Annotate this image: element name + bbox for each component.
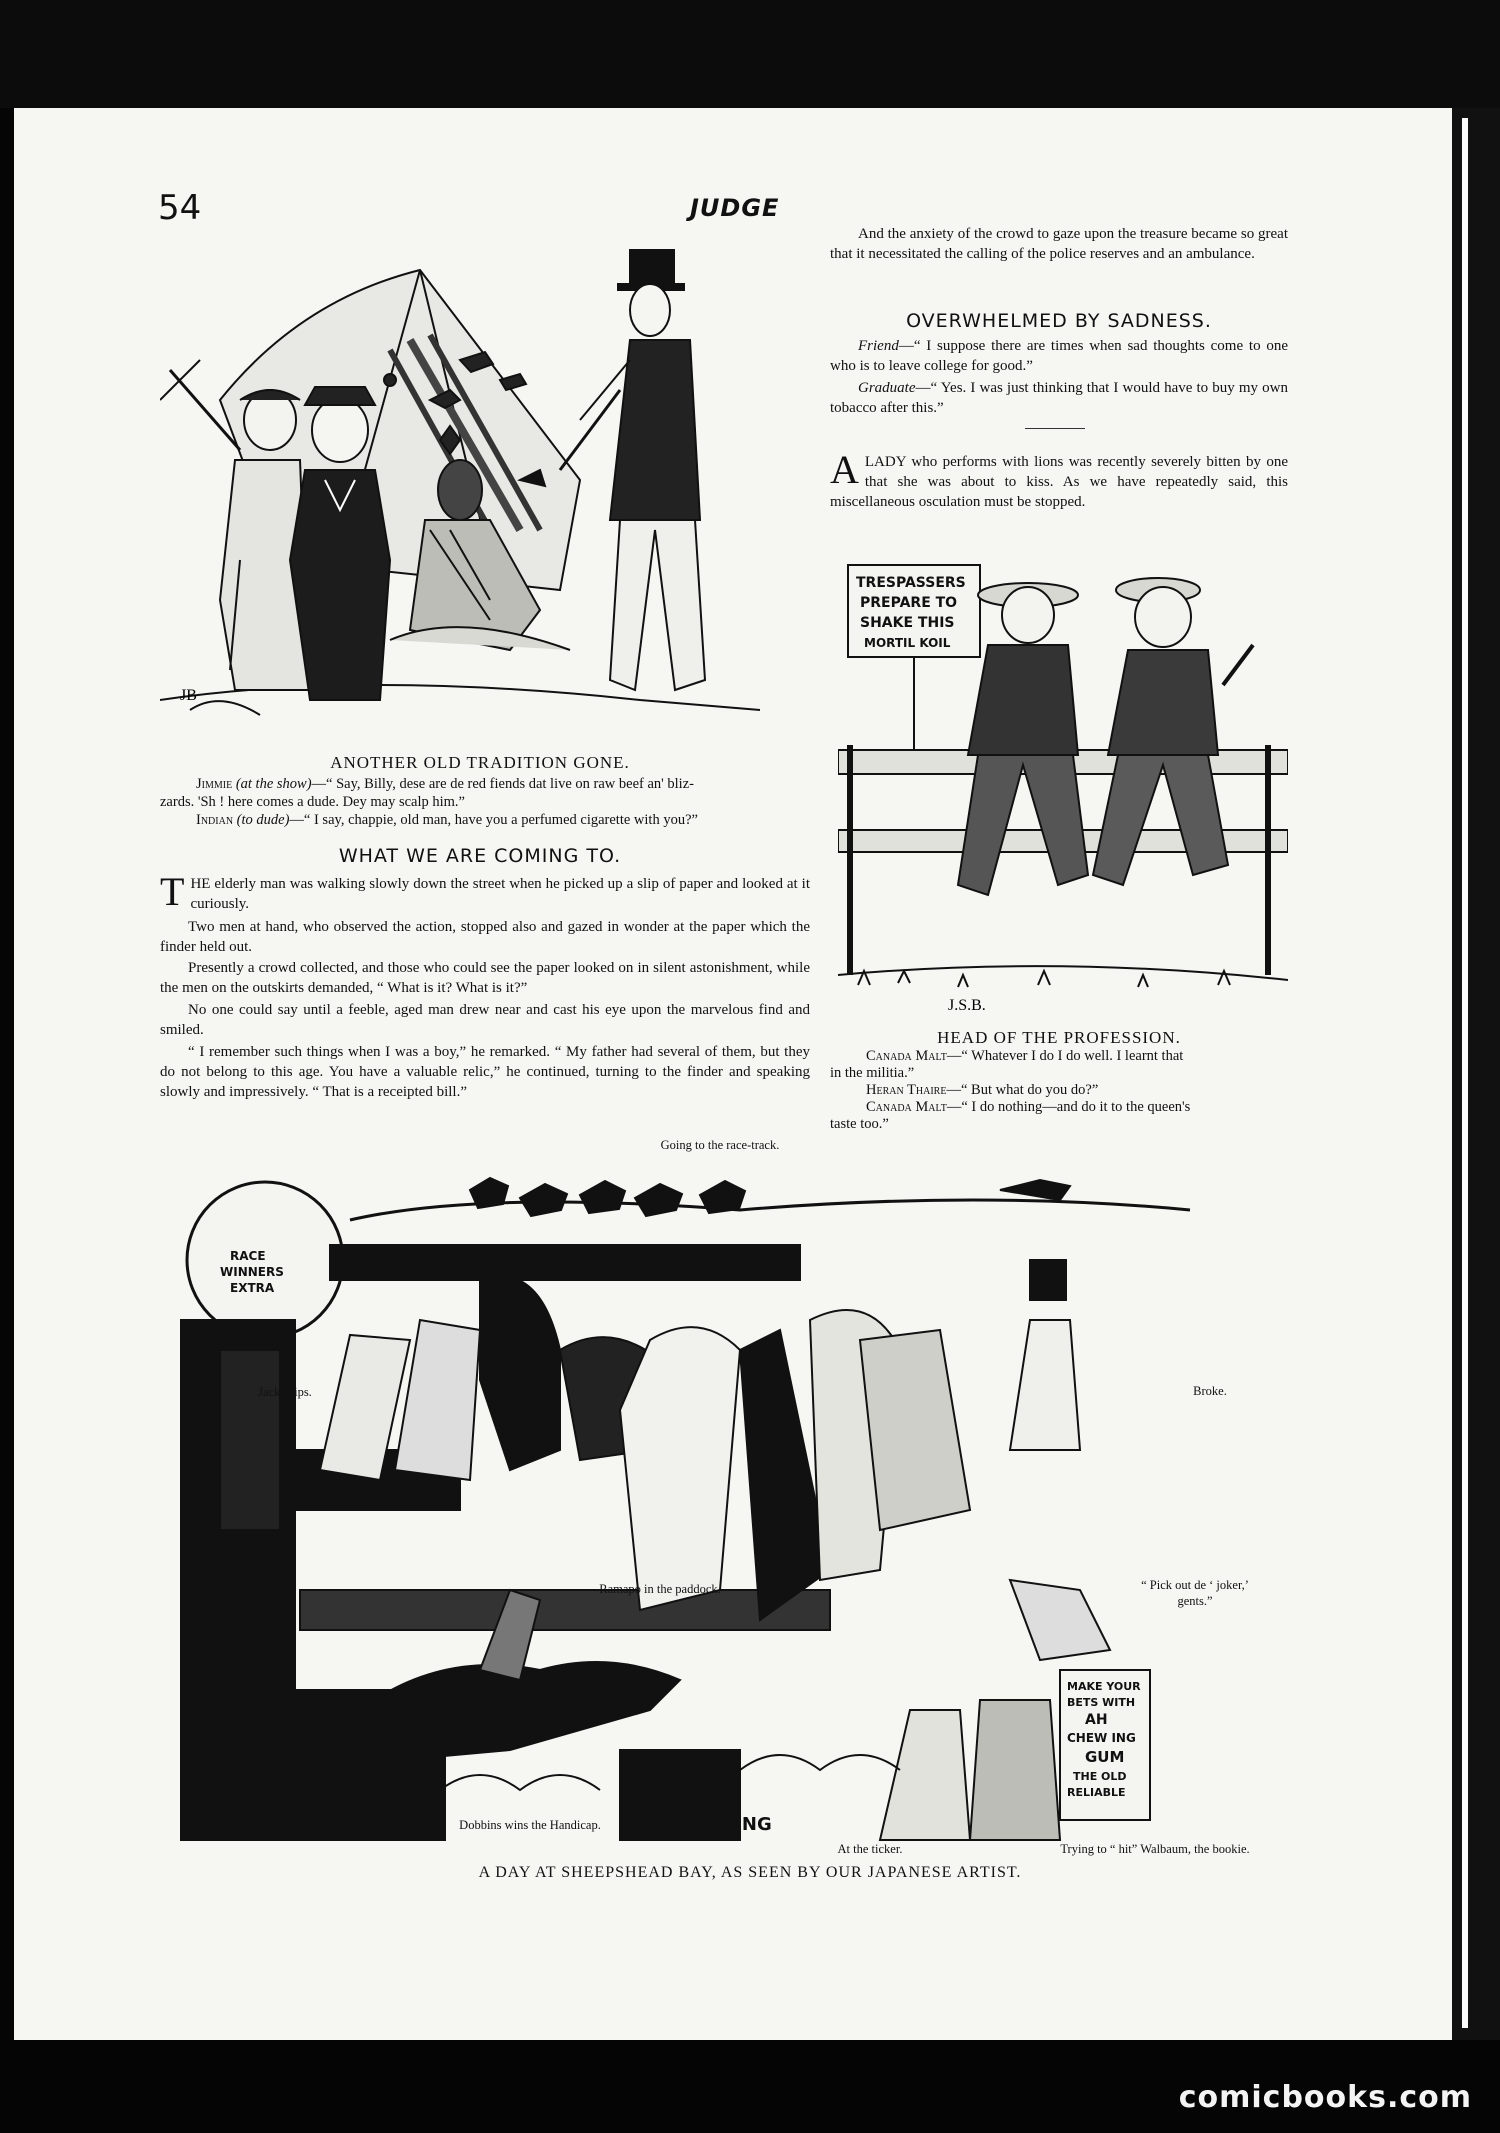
artist-signature: WON LUNG <box>660 1814 772 1835</box>
gum-sign-line-6: THE OLD <box>1073 1770 1127 1783</box>
tipi-cartoon-illustration <box>160 230 800 740</box>
illustration-title: A DAY AT SHEEPSHEAD BAY, AS SEEN BY OUR JAPANESE ARTIST. <box>478 1864 1022 1881</box>
speaker-indian: Indian <box>196 812 234 828</box>
speaker-graduate: Graduate <box>858 380 916 396</box>
race-sign-line-2: WINNERS <box>220 1265 284 1279</box>
gum-sign-line-7: RELIABLE <box>1067 1786 1126 1799</box>
gum-sign-line-1: MAKE YOUR <box>1067 1680 1141 1693</box>
next-page-edge <box>1462 118 1468 2028</box>
jimmie-speech: —“ Say, Billy, dese are de red fiends dat live on raw beef an' bliz- <box>311 776 694 792</box>
article-dialogue-2: Graduate—“ Yes. I was just thinking that I would have to buy my own tobacco after this.” <box>830 380 1288 416</box>
speech: “ But what do you do?” <box>960 1082 1099 1098</box>
drop-cap: T <box>160 869 185 914</box>
speaker-canada-malt: Canada Malt <box>866 1099 947 1115</box>
indian-speech: —“ I say, chappie, old man, have you a perfumed cigarette with you?” <box>289 812 698 828</box>
left-cartoon-line2 <box>196 811 806 829</box>
watermark: comicbooks.com <box>1178 2080 1472 2115</box>
left-cartoon-line1 <box>196 775 806 793</box>
sign-line-3: SHAKE THIS <box>860 615 955 631</box>
right-cartoon-line3: Canada Malt—“ I do nothing—and do it to the queen's <box>866 1099 1191 1115</box>
scan-spine <box>1452 108 1500 2040</box>
right-cartoon-line1: Canada Malt—“ Whatever I do I do well. I learnt that <box>866 1048 1184 1064</box>
race-sign-line-3: EXTRA <box>230 1281 275 1295</box>
scan-border-top <box>0 0 1500 108</box>
gum-sign-line-2: BETS WITH <box>1067 1696 1136 1709</box>
right-cartoon-title: HEAD OF THE PROFESSION. <box>937 1028 1181 1047</box>
magazine-title: JUDGE <box>690 194 780 222</box>
speaker-heran-thaire: Heran Thaire <box>866 1082 947 1098</box>
page-number: 54 <box>158 188 202 228</box>
section-divider <box>1025 428 1085 429</box>
right-cartoon-signature: J.S.B. <box>948 997 986 1014</box>
paragraph-text: LADY who performs with lions was recently severely bitten by one that she was about to kiss. As we have repeatedly said, this miscellaneous osculation must be stopped. <box>830 454 1288 510</box>
speech: “ I do nothing—and do it to the queen's <box>961 1099 1191 1115</box>
caption-race-track: Going to the race-track. <box>660 1138 780 1152</box>
sign-line-1: TRESPASSERS <box>856 575 966 591</box>
caption-handicap: Dobbins wins the Handicap. <box>459 1818 601 1832</box>
sheepshead-bay-illustration <box>180 1150 1310 1850</box>
speaker-friend: Friend <box>858 338 899 354</box>
article-paragraph-5: “ I remember such things when I was a boy,” he remarked. “ My father had several of them, but they do not belong to this age. You have a valuable relic,” he continued, turning to the finder and speaking slowly and impressively. “ That is a receipted bill.” <box>160 1044 810 1100</box>
right-cartoon-line2: Heran Thaire—“ But what do you do?” <box>866 1082 1099 1098</box>
article-paragraph-6: And the anxiety of the crowd to gaze upon the treasure became so great that it necessitated the calling of the police reserves and an ambulance. <box>830 226 1288 262</box>
paragraph-text: HE elderly man was walking slowly down the street when he picked up a slip of paper and looked at it curiously. <box>190 876 810 912</box>
right-cartoon-line1-cont: in the militia.” <box>830 1065 915 1081</box>
trespassers-cartoon-illustration <box>838 555 1288 1025</box>
speaker-canada-malt: Canada Malt <box>866 1048 947 1064</box>
article-paragraph-3: Presently a crowd collected, and those who could see the paper looked on in silent astonishment, while the men on the outskirts demanded, “ What is it? What is it?” <box>160 960 810 996</box>
article-paragraph-2: Two men at hand, who observed the action, stopped also and gazed in wonder at the paper which the finder held out. <box>160 919 810 955</box>
gum-sign-line-5: GUM <box>1085 1748 1125 1766</box>
article-heading: WHAT WE ARE COMING TO. <box>338 845 622 867</box>
caption-jacks-tips: Jack's tips. <box>258 1385 312 1399</box>
sign-line-4: MORTIL KOIL <box>864 636 951 650</box>
friend-speech: “ I suppose there are times when sad thoughts come to one who is to leave college for good.” <box>830 338 1288 374</box>
gum-sign-line-3: AH <box>1085 1712 1108 1728</box>
article-heading: OVERWHELMED BY SADNESS. <box>906 310 1212 332</box>
stage-direction: (to dude) <box>236 812 290 828</box>
caption-joker: “ Pick out de ‘ joker,’ <box>1141 1578 1249 1592</box>
caption-ticker: At the ticker. <box>837 1842 903 1856</box>
article-lion-paragraph <box>830 447 1288 512</box>
left-cartoon-signature: JB <box>180 687 197 704</box>
caption-joker-cont: gents.” <box>1177 1594 1213 1608</box>
race-sign-line-1: RACE <box>230 1249 266 1263</box>
article-dialogue-1: Friend—“ I suppose there are times when sad thoughts come to one who is to leave college for good.” <box>830 338 1288 374</box>
gum-sign-line-4: CHEW ING <box>1067 1731 1136 1745</box>
drop-cap: A <box>830 447 859 492</box>
article-paragraph-4: No one could say until a feeble, aged man drew near and cast his eye upon the marvelous find and smiled. <box>160 1002 810 1038</box>
left-cartoon-line1-cont: zards. 'Sh ! here comes a dude. Dey may scalp him.” <box>160 794 465 810</box>
speaker-jimmie: Jimmie <box>196 776 233 792</box>
speech: “ Whatever I do I do well. I learnt that <box>961 1048 1184 1064</box>
graduate-speech: “ Yes. I was just thinking that I would have to buy my own tobacco after this.” <box>830 380 1288 416</box>
left-cartoon-title: ANOTHER OLD TRADITION GONE. <box>330 753 630 772</box>
stage-direction: (at the show) <box>235 776 312 792</box>
article-paragraph-1 <box>160 869 810 914</box>
caption-broke: Broke. <box>1193 1384 1227 1398</box>
caption-paddock: Ramapo in the paddock. <box>599 1582 721 1596</box>
sign-line-2: PREPARE TO <box>860 595 958 611</box>
caption-bookie: Trying to “ hit” Walbaum, the bookie. <box>1060 1842 1250 1856</box>
right-cartoon-line3-cont: taste too.” <box>830 1116 889 1132</box>
